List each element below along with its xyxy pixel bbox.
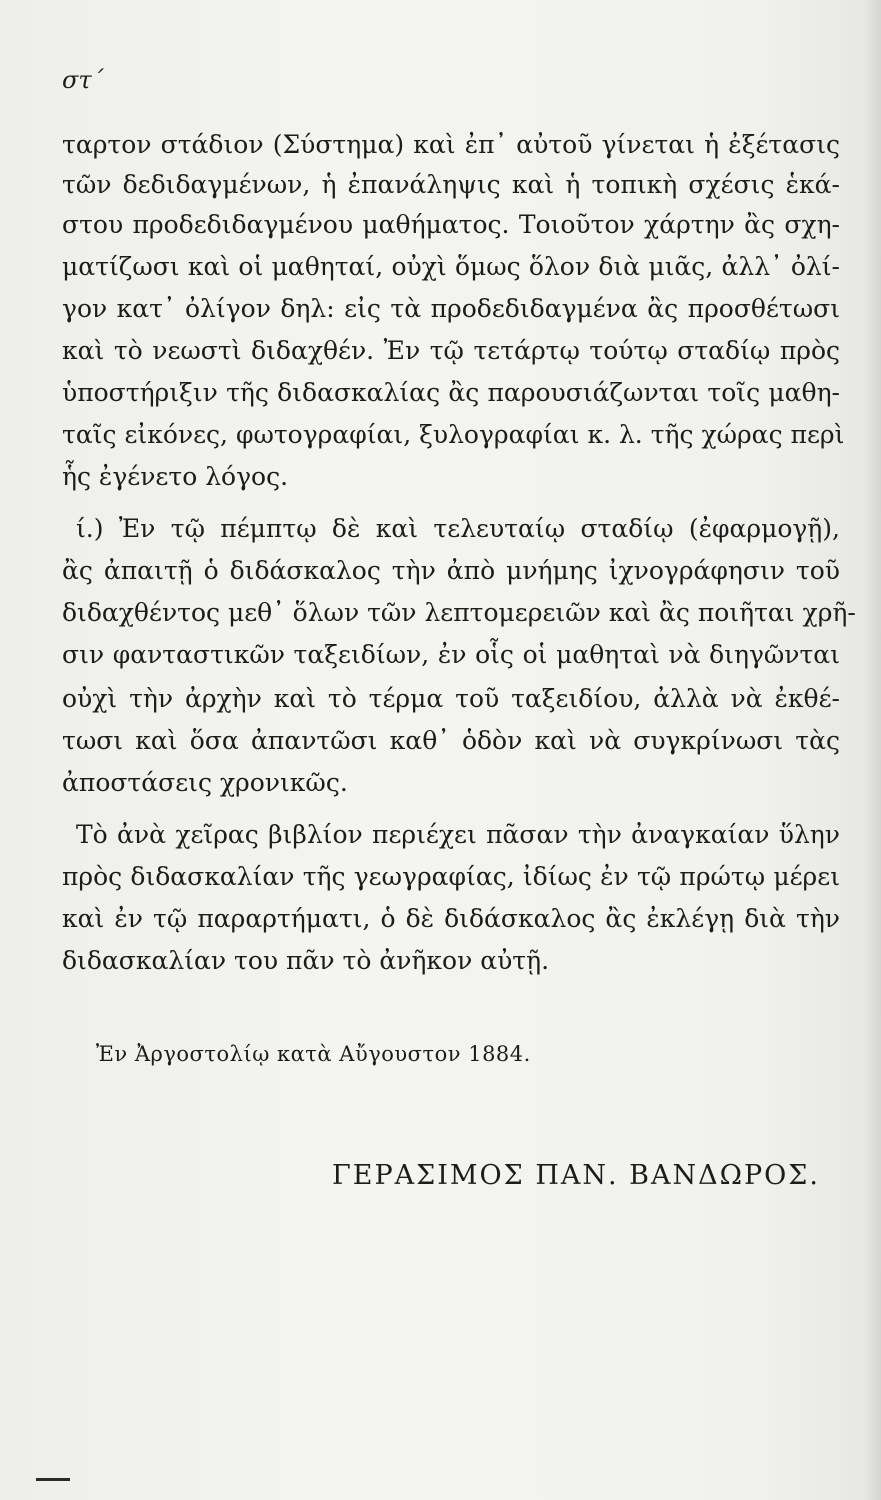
text-line: οὐχὶ τὴν ἀρχὴν καὶ τὸ τέρμα τοῦ ταξειδίου, ἀλλὰ νὰ ἐκθέ-: [62, 684, 840, 713]
text-line: ταῖς εἰκόνες, φωτογραφίαι, ξυλογραφίαι κ. λ. τῆς χώρας περὶ: [62, 420, 845, 449]
text-line: καὶ τὸ νεωστὶ διδαχθέν. Ἐν τῷ τετάρτῳ τούτῳ σταδίῳ πρὸς: [62, 336, 840, 365]
bottom-edge-mark: [36, 1478, 70, 1481]
text-line: ὑποστήριξιν τῆς διδασκαλίας ἂς παρουσιάζωνται τοῖς μαθη-: [62, 378, 840, 407]
text-line: ἧς ἐγένετο λόγος.: [62, 462, 289, 491]
text-line: διδαχθέντος μεθ᾽ ὅλων τῶν λεπτομερειῶν καὶ ἂς ποιῆται χρῆ-: [62, 598, 856, 627]
text-line: σιν φανταστικῶν ταξειδίων, ἐν οἷς οἱ μαθηταὶ νὰ διηγῶνται: [62, 640, 840, 669]
text-line: καὶ ἐν τῷ παραρτήματι, ὁ δὲ διδάσκαλος ἂς ἐκλέγῃ διὰ τὴν: [62, 904, 840, 933]
page-number: στ΄: [62, 66, 104, 94]
place-date-line: Ἐν Ἀργοστολίῳ κατὰ Αὔγουστον 1884.: [96, 1042, 531, 1066]
text-line: ἂς ἀπαιτῇ ὁ διδάσκαλος τὴν ἀπὸ μνήμης ἰχνογράφησιν τοῦ: [62, 556, 840, 585]
text-line: Τὸ ἀνὰ χεῖρας βιβλίον περιέχει πᾶσαν τὴν ἀναγκαίαν ὕλην: [76, 820, 840, 849]
text-line: τωσι καὶ ὅσα ἀπαντῶσι καθ᾽ ὁδὸν καὶ νὰ συγκρίνωσι τὰς: [62, 726, 840, 755]
text-line: γον κατ᾽ ὀλίγον δηλ: εἰς τὰ προδεδιδαγμένα ἂς προσθέτωσι: [62, 294, 840, 323]
text-line: τῶν δεδιδαγμένων, ἡ ἐπανάληψις καὶ ἡ τοπικὴ σχέσις ἑκά-: [62, 170, 840, 199]
text-line: στου προδεδιδαγμένου μαθήματος. Τοιοῦτον χάρτην ἂς σχη-: [62, 210, 840, 239]
text-line: ἀποστάσεις χρονικῶς.: [62, 768, 348, 797]
text-line: ματίζωσι καὶ οἱ μαθηταί, οὐχὶ ὅμως ὅλον διὰ μιᾶς, ἀλλ᾽ ὀλί-: [62, 252, 840, 281]
text-line: ί.) Ἐν τῷ πέμπτῳ δὲ καὶ τελευταίῳ σταδίῳ (ἐφαρμογῇ),: [76, 514, 840, 543]
text-line: διδασκαλίαν του πᾶν τὸ ἀνῆκον αὐτῇ.: [62, 946, 550, 975]
text-line: πρὸς διδασκαλίαν τῆς γεωγραφίας, ἰδίως ἐν τῷ πρώτῳ μέρει: [62, 862, 840, 891]
author-signature: ΓΕΡΑΣΙΜΟΣ ΠΑΝ. ΒΑΝΔΩΡΟΣ.: [332, 1160, 820, 1191]
page-edge-shadow: [863, 0, 881, 1500]
text-line: ταρτον στάδιον (Σύστημα) καὶ ἐπ᾽ αὐτοῦ γίνεται ἡ ἐξέτασις: [62, 130, 840, 159]
